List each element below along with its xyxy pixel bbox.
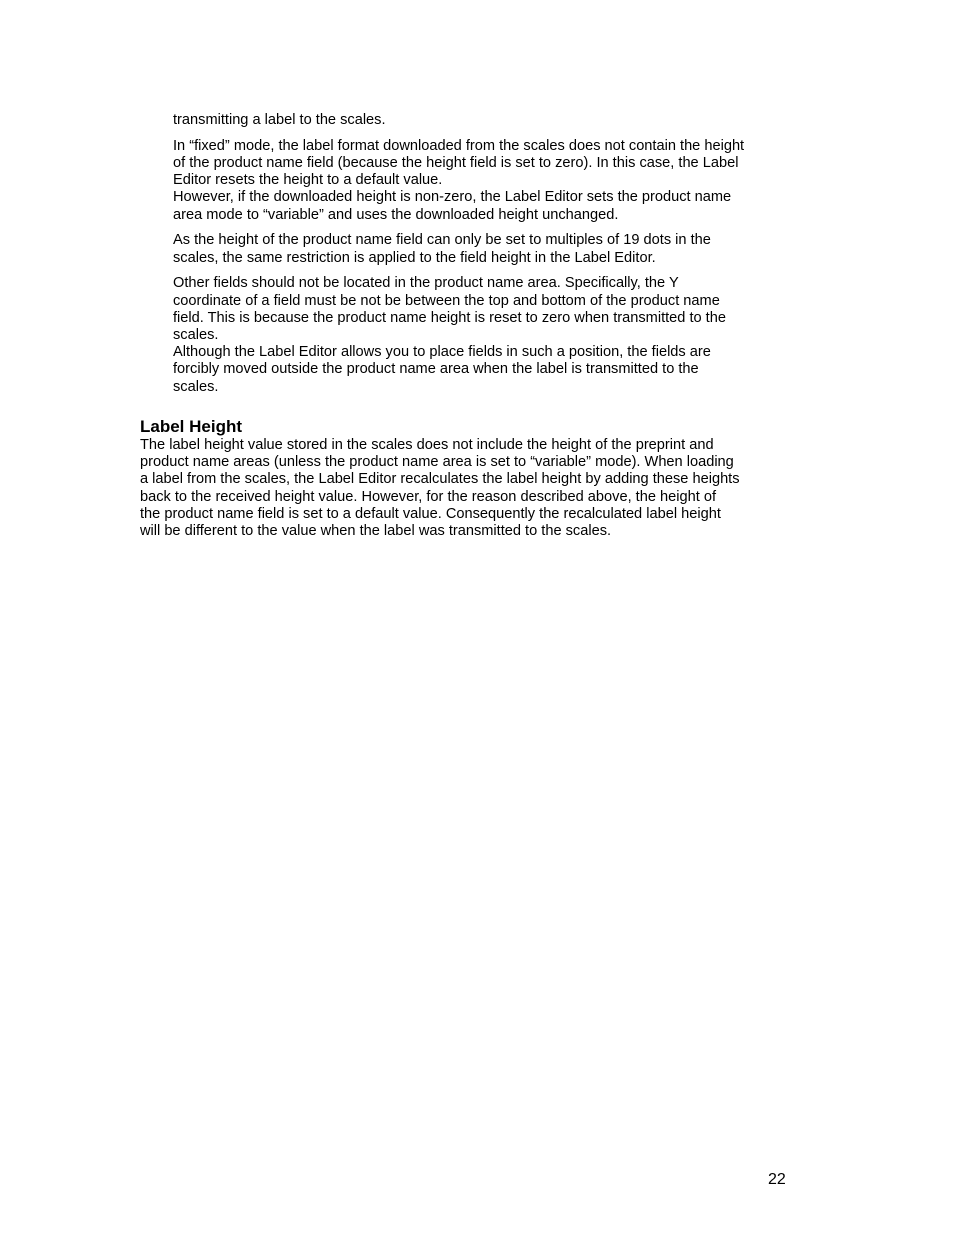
text-line: will be different to the value when the label was transmitted to the scales. — [140, 523, 612, 540]
label-height-section — [140, 416, 816, 540]
paragraph-multiples-of-19 — [173, 232, 816, 266]
paragraph-fixed-mode — [173, 138, 816, 224]
text-line: forcibly moved outside the product name area when the label is transmitted to the — [173, 361, 699, 378]
text-line: However, if the downloaded height is non-zero, the Label Editor sets the product name — [173, 189, 732, 206]
paragraph-label-height — [140, 437, 816, 540]
paragraph-transmitting — [173, 112, 816, 129]
text-line: Editor resets the height to a default value. — [173, 172, 443, 189]
text-line: Other fields should not be located in the product name area. Specifically, the Y — [173, 275, 679, 292]
text-line: area mode to “variable” and uses the downloaded height unchanged. — [173, 206, 619, 223]
text-line: In “fixed” mode, the label format downloaded from the scales does not contain the height — [173, 137, 745, 154]
page-number: 22 — [768, 1171, 786, 1188]
text-line: Although the Label Editor allows you to place fields in such a position, the fields are — [173, 344, 711, 361]
text-line: back to the received height value. However, for the reason described above, the height of — [140, 488, 717, 505]
text-line: of the product name field (because the height field is set to zero). In this case, the Label — [173, 155, 739, 171]
text-line: scales, the same restriction is applied to the field height in the Label Editor. — [173, 249, 656, 266]
text-line: field. This is because the product name height is reset to zero when transmitted to the — [173, 309, 726, 326]
text-line: coordinate of a field must be not be between the top and bottom of the product name — [173, 292, 720, 309]
indented-body — [173, 112, 816, 404]
text-line: transmitting a label to the scales. — [173, 112, 386, 128]
text-line: As the height of the product name field can only be set to multiples of 19 dots in the — [173, 232, 711, 249]
paragraph-other-fields — [173, 275, 816, 395]
text-line: product name areas (unless the product name area is set to “variable” mode). When loading — [140, 454, 734, 471]
text-line: a label from the scales, the Label Editor recalculates the label height by adding these heights — [140, 471, 740, 488]
text-line: the product name field is set to a default value. Consequently the recalculated label height — [140, 505, 721, 522]
text-line: The label height value stored in the scales does not include the height of the preprint and — [140, 437, 714, 453]
section-heading: Label Height — [140, 417, 243, 436]
text-line: scales. — [173, 327, 219, 344]
text-line: scales. — [173, 378, 219, 395]
